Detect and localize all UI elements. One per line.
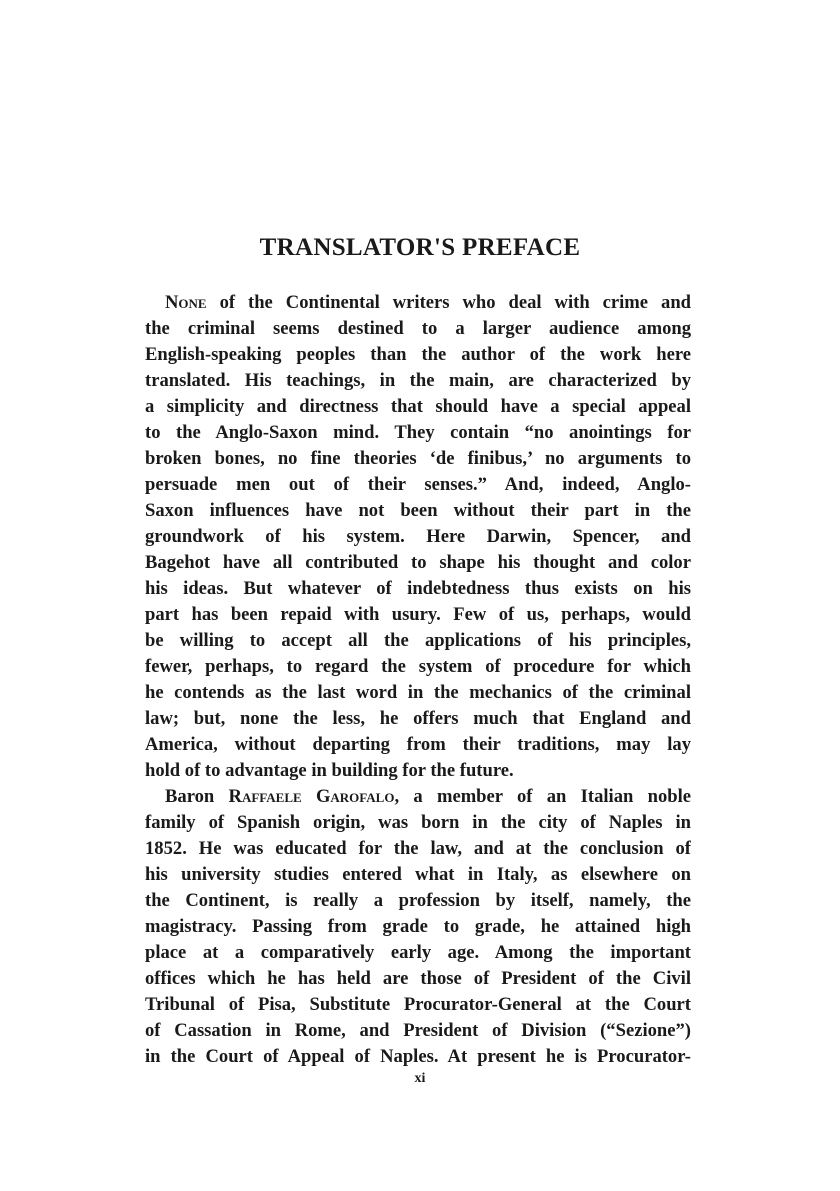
text-line: his university studies entered what in Italy, as elsewhere on [145, 864, 691, 885]
lead-word: None [165, 292, 207, 313]
body-text [145, 290, 691, 1070]
text-line: a simplicity and directness that should have a special appeal [145, 396, 691, 417]
text-line: to the Anglo-Saxon mind. They contain “no anointings for [145, 422, 691, 443]
text-line: groundwork of his system. Here Darwin, Spencer, and [145, 526, 691, 547]
text-line: Tribunal of Pisa, Substitute Procurator-General at the Court [145, 994, 691, 1015]
text-line: be willing to accept all the applications of his principles, [145, 630, 691, 651]
text-line: the Continent, is really a profession by itself, namely, the [145, 890, 691, 911]
text-line: in the Court of Appeal of Naples. At present he is Procurator- [145, 1046, 691, 1067]
text-line: family of Spanish origin, was born in the city of Naples in [145, 812, 691, 833]
paragraph-1 [145, 290, 691, 784]
text-line: hold of to advantage in building for the future. [145, 760, 514, 781]
text-line: translated. His teachings, in the main, are characterized by [145, 370, 691, 391]
text-line: broken bones, no fine theories ‘de finibus,’ no arguments to [145, 448, 691, 469]
page-number: xi [414, 1071, 426, 1086]
text-line: America, without departing from their traditions, may lay [145, 734, 691, 755]
text-line: the criminal seems destined to a larger audience among [145, 318, 691, 339]
author-name: Raffaele Garofalo [228, 786, 395, 807]
text-line: 1852. He was educated for the law, and at the conclusion of [145, 838, 691, 859]
text-line: law; but, none the less, he offers much that England and [145, 708, 691, 729]
text-line: he contends as the last word in the mechanics of the criminal [145, 682, 691, 703]
text-line: English-speaking peoples than the author of the work here [145, 344, 691, 365]
text-line: his ideas. But whatever of indebtedness thus exists on his [145, 578, 691, 599]
text-line: magistracy. Passing from grade to grade, he attained high [145, 916, 691, 937]
text-line: persuade men out of their senses.” And, indeed, Anglo- [145, 474, 691, 495]
text-line: Saxon influences have not been without their part in the [145, 500, 691, 521]
page-title: TRANSLATOR'S PREFACE [259, 234, 581, 261]
text-line: offices which he has held are those of President of the Civil [145, 968, 691, 989]
text-line: None of the Continental writers who deal with crime and [165, 292, 691, 313]
paragraph-2 [145, 784, 691, 1070]
text-line: place at a comparatively early age. Among the important [145, 942, 691, 963]
text-line: Baron Raffaele Garofalo, a member of an Italian noble [165, 786, 691, 807]
text-line: of Cassation in Rome, and President of Division (“Sezione”) [145, 1020, 691, 1041]
text-line: Bagehot have all contributed to shape his thought and color [145, 552, 691, 573]
text-line: fewer, perhaps, to regard the system of procedure for which [145, 656, 691, 677]
text-line: part has been repaid with usury. Few of us, perhaps, would [145, 604, 691, 625]
